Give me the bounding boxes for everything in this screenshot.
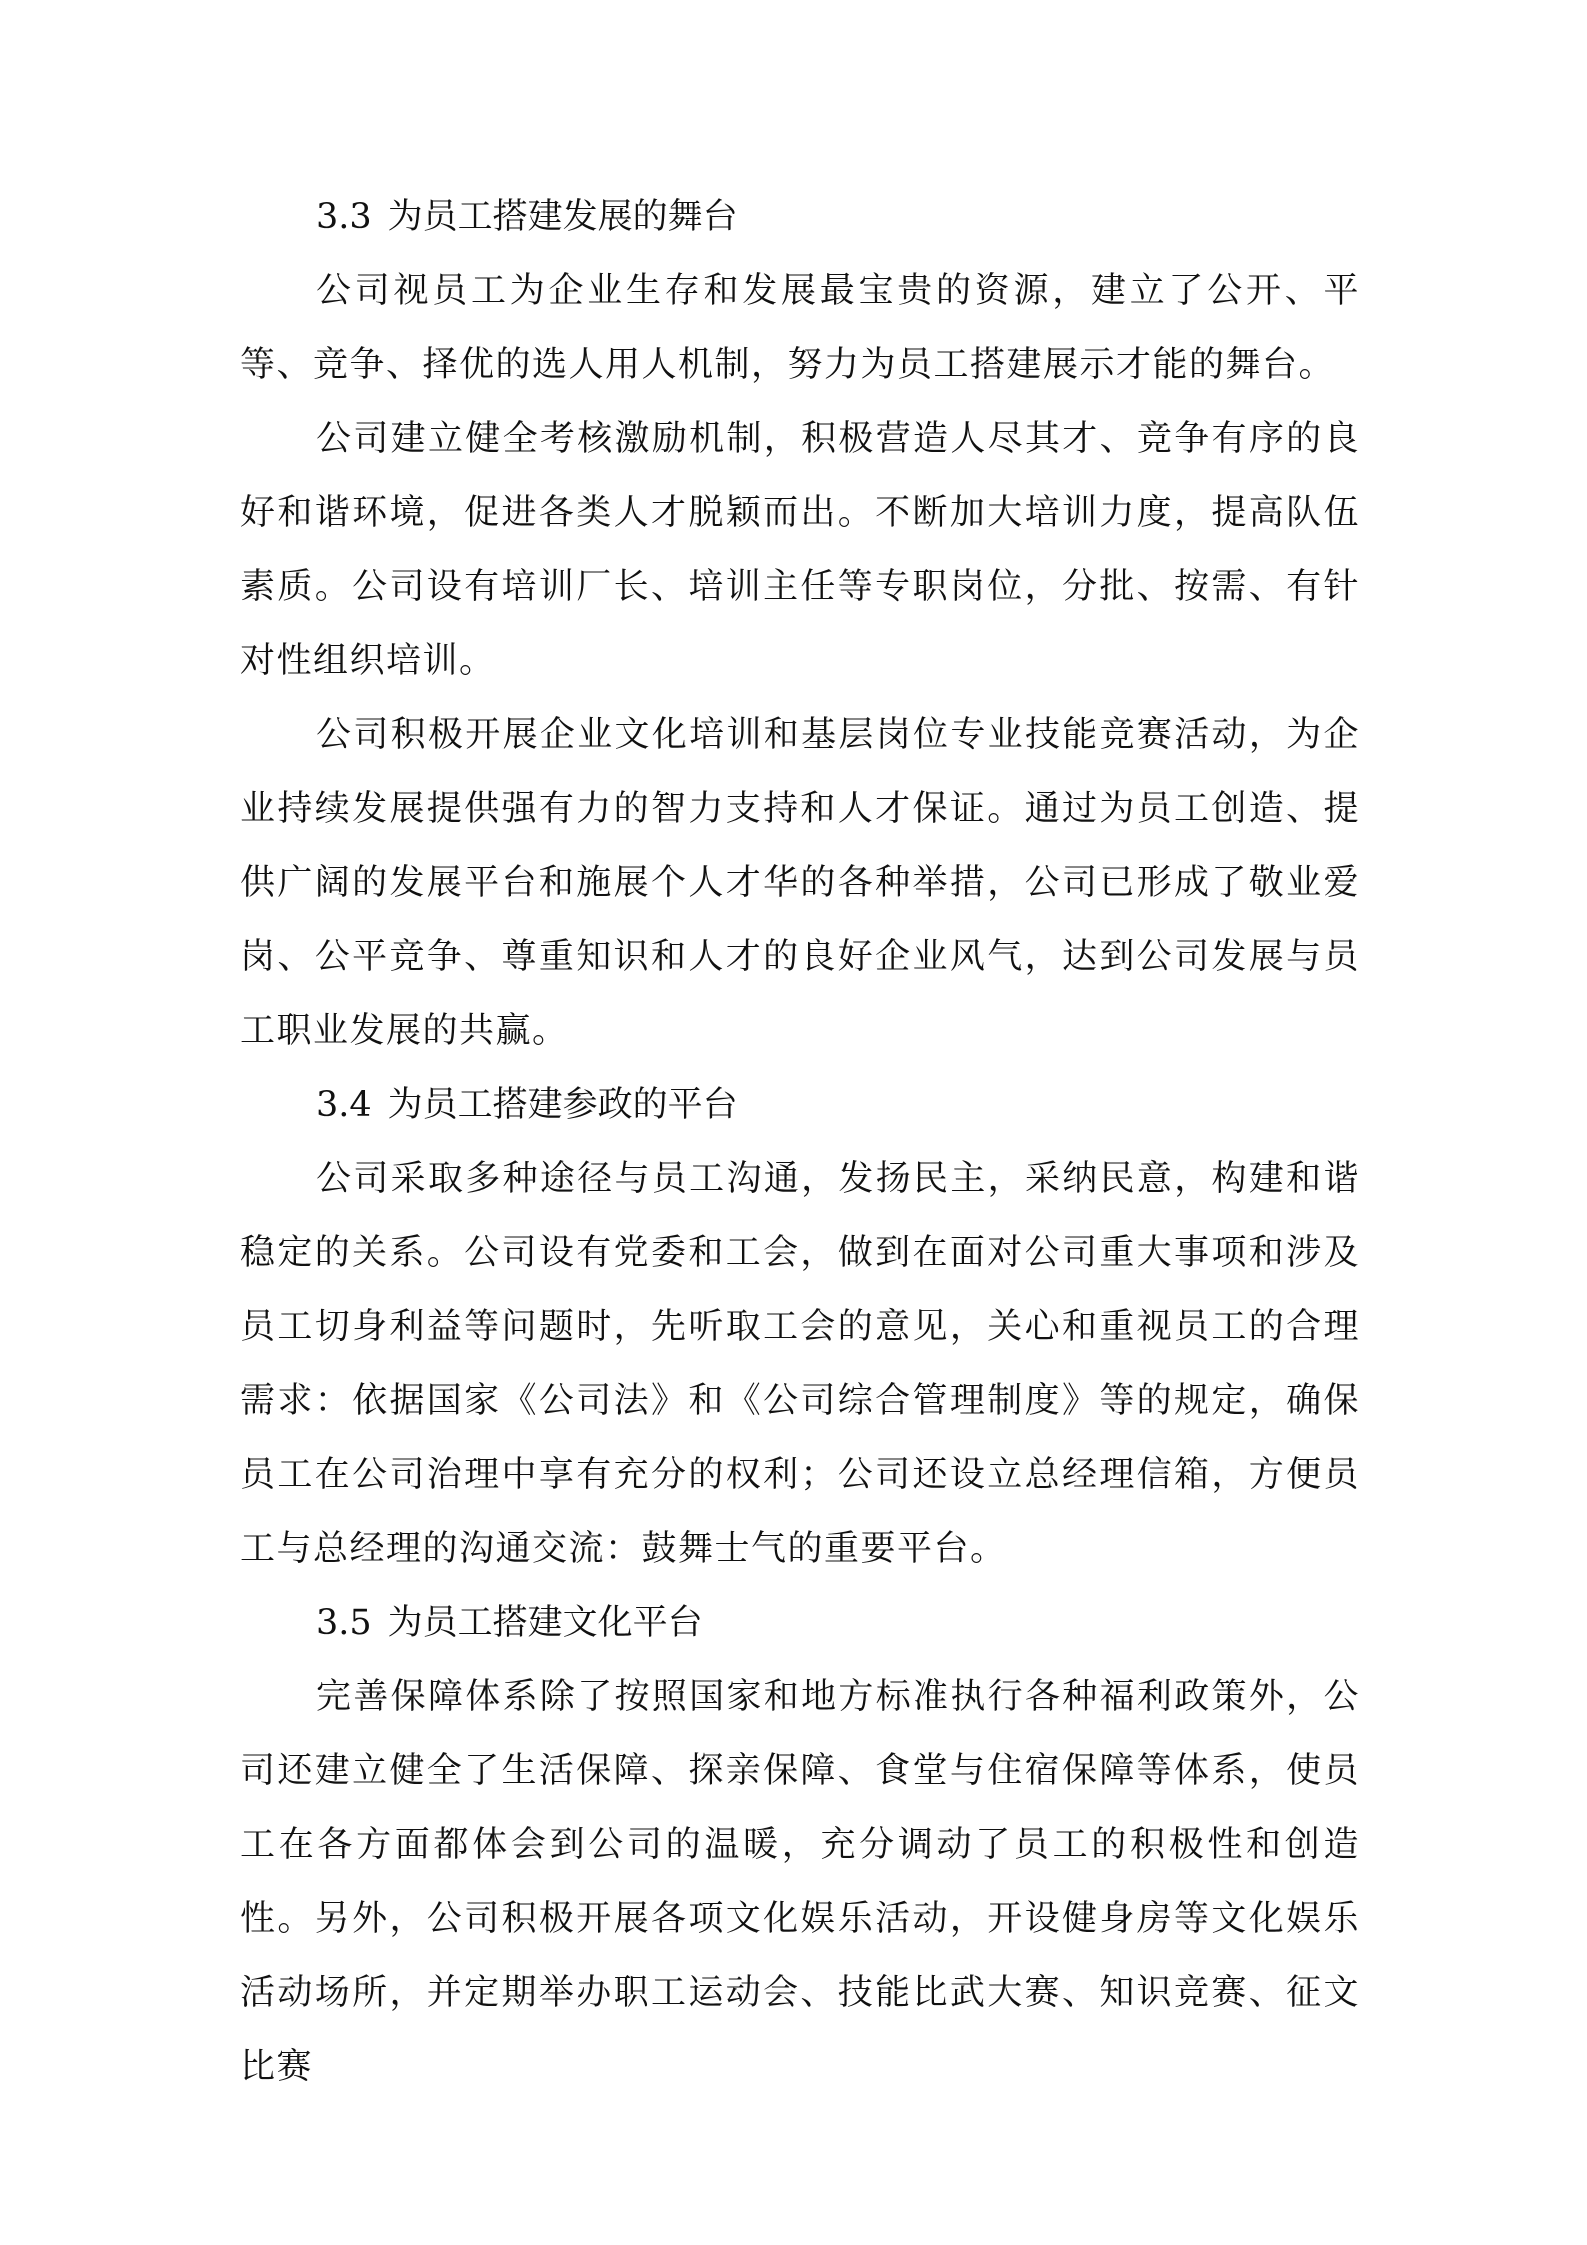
section-3-4	[240, 1068, 1360, 1586]
section-number: 3.4	[316, 1085, 372, 1125]
section-heading	[240, 1586, 1360, 1660]
section-title: 为员工搭建参政的平台	[387, 1085, 738, 1125]
section-3-5	[240, 1586, 1360, 2104]
paragraph: 公司采取多种途径与员工沟通，发扬民主，采纳民意，构建和谐稳定的关系。公司设有党委和工会，做到在面对公司重大事项和涉及员工切身利益等问题时，先听取工会的意见，关心和重视员工的合理需求：依据国家《公司法》和《公司综合管理制度》等的规定，确保员工在公司治理中享有充分的权利；公司还设立总经理信箱，方便员工与总经理的沟通交流：鼓舞士气的重要平台。	[240, 1159, 1360, 1569]
section-number: 3.3	[316, 197, 372, 237]
paragraph: 完善保障体系除了按照国家和地方标准执行各种福利政策外，公司还建立健全了生活保障、探亲保障、食堂与住宿保障等体系，使员工在各方面都体会到公司的温暖，充分调动了员工的积极性和创造性。另外，公司积极开展各项文化娱乐活动，开设健身房等文化娱乐活动场所，并定期举办职工运动会、技能比武大赛、知识竞赛、征文比赛	[240, 1677, 1360, 2087]
paragraph: 公司建立健全考核激励机制，积极营造人尽其才、竞争有序的良好和谐环境，促进各类人才脱颖而出。不断加大培训力度，提高队伍素质。公司设有培训厂长、培训主任等专职岗位，分批、按需、有针对性组织培训。	[240, 419, 1360, 681]
paragraph: 公司视员工为企业生存和发展最宝贵的资源，建立了公开、平等、竞争、择优的选人用人机制，努力为员工搭建展示才能的舞台。	[240, 271, 1360, 385]
section-heading	[240, 1068, 1360, 1142]
section-title: 为员工搭建发展的舞台	[387, 197, 738, 237]
paragraph: 公司积极开展企业文化培训和基层岗位专业技能竞赛活动，为企业持续发展提供强有力的智力支持和人才保证。通过为员工创造、提供广阔的发展平台和施展个人才华的各种举措，公司已形成了敬业爱岗、公平竞争、尊重知识和人才的良好企业风气，达到公司发展与员工职业发展的共赢。	[240, 715, 1360, 1051]
section-title: 为员工搭建文化平台	[387, 1603, 703, 1643]
section-3-3	[240, 180, 1360, 1068]
section-heading	[240, 180, 1360, 254]
section-number: 3.5	[316, 1603, 372, 1643]
document-page	[240, 180, 1360, 2104]
